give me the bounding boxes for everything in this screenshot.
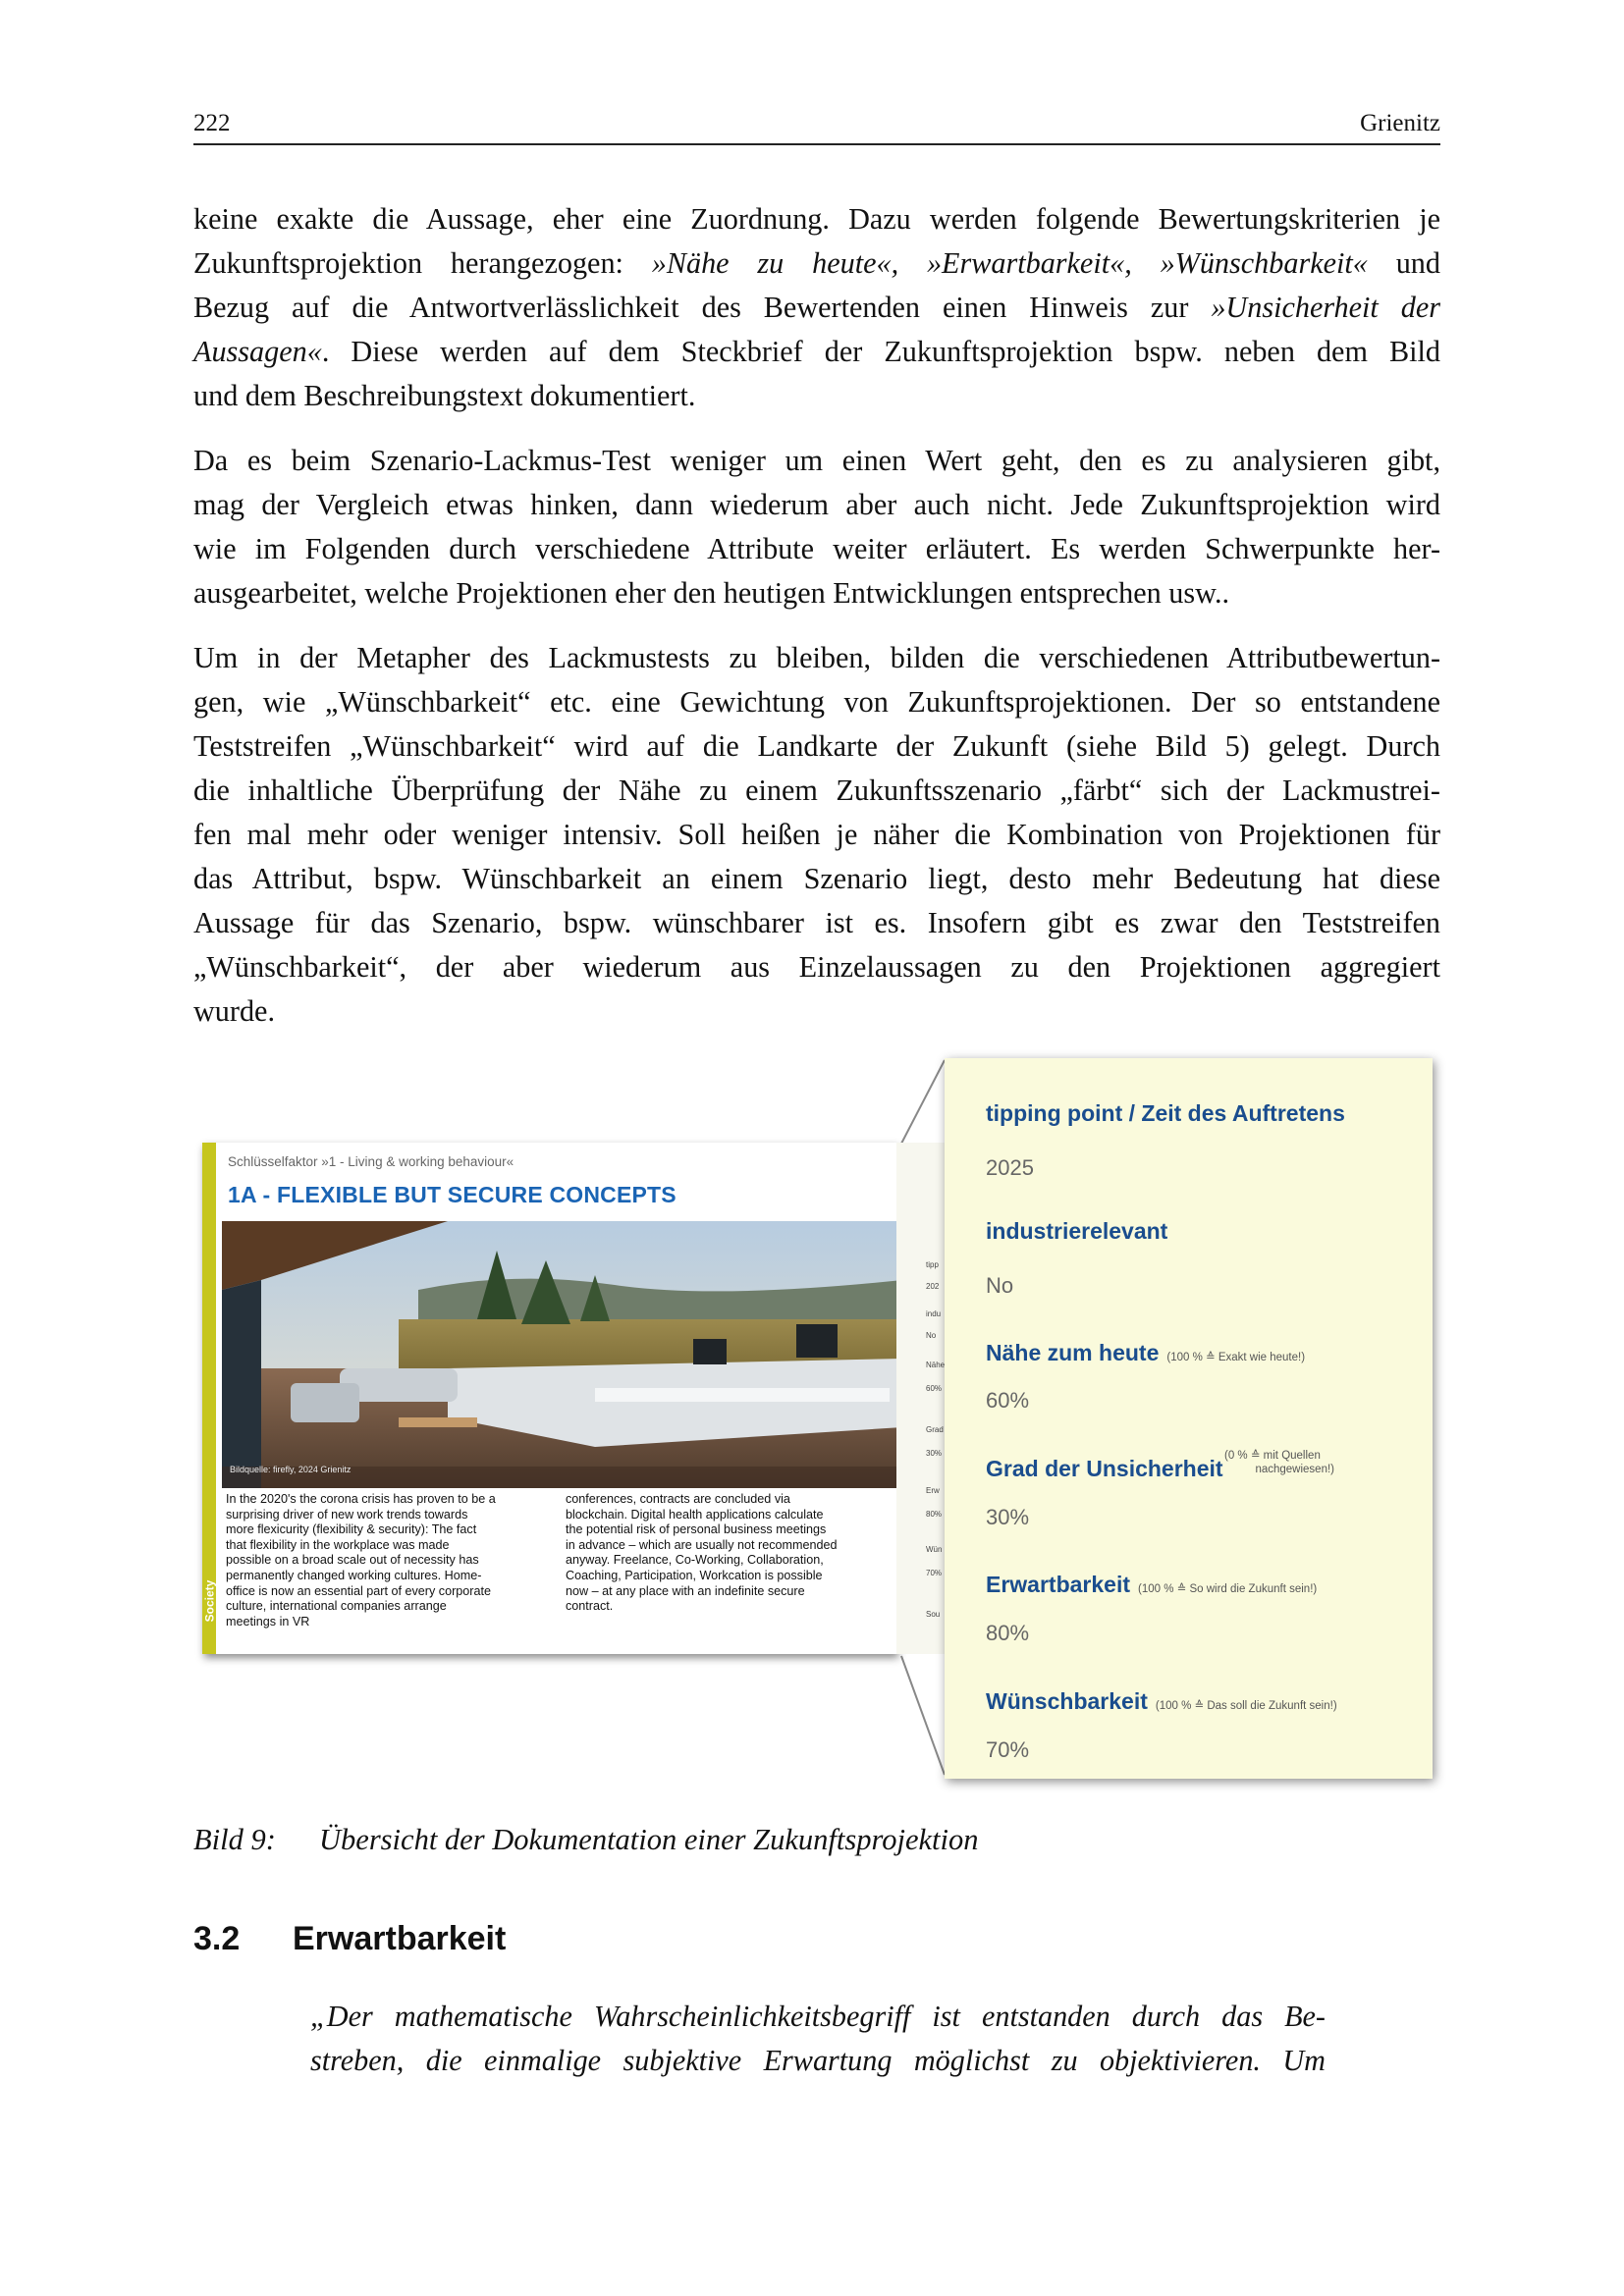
mini-label: Grad [926, 1425, 944, 1434]
category-label: Society [202, 1579, 217, 1623]
text-line: office is now an essential part of every corporate [226, 1583, 491, 1598]
mini-label: Sou [926, 1610, 941, 1619]
text-line: streben, die einmalige subjektive Erwartung möglichst zu objektivieren. Um [310, 2044, 1326, 2077]
mini-label: indu [926, 1309, 942, 1318]
mini-label: Nähe [926, 1361, 946, 1369]
text-line: die inhaltliche Überprüfung der Nähe zu einem Zukunftsszenario „färbt“ sich der Lackmustrei- [193, 774, 1440, 807]
text-line: Da es beim Szenario-Lackmus-Test weniger um einen Wert geht, den es zu analysieren gibt, [193, 444, 1440, 477]
text-line: wurde. [193, 994, 275, 1028]
text-line: possible on a broad scale out of necessity has [226, 1553, 479, 1568]
text-line: Teststreifen „Wünschbarkeit“ wird auf die Landkarte der Zukunft (siehe Bild 5) gelegt. Durch [193, 729, 1440, 763]
grad-note-line: (0 % ≙ mit Quellen [1224, 1450, 1321, 1462]
paragraph-1 [193, 197, 1440, 418]
mini-label: 30% [926, 1449, 943, 1458]
text-line [193, 330, 1440, 374]
text-line: permanently changed working cultures. Home- [226, 1568, 482, 1582]
text-run: und [1367, 246, 1440, 280]
text-line [193, 197, 1440, 241]
text-line: culture, international companies arrange [226, 1599, 447, 1614]
text-line [193, 286, 1440, 330]
mini-label: 70% [926, 1569, 943, 1577]
mini-label: tipp [926, 1260, 939, 1269]
section-number: 3.2 [193, 1920, 241, 1957]
wuensch-label [986, 1688, 1337, 1715]
erwart-note: (100 % ≙ So wird die Zukunft sein!) [1138, 1583, 1318, 1595]
naehe-label [986, 1340, 1305, 1366]
text-line: gen, wie „Wünschbarkeit“ etc. eine Gewichtung von Zukunftsprojektionen. Der so entstandene [193, 685, 1440, 719]
text-line: wie im Folgenden durch verschiedene Attribute weiter erläutert. Es werden Schwerpunkte her- [193, 532, 1440, 565]
text-run-italic: Aussagen« [193, 335, 322, 368]
grad-label: Grad der Unsicherheit [986, 1456, 1223, 1481]
text-line: anyway. Freelance, Co-Working, Collaboration, [566, 1553, 824, 1568]
text-line: ausgearbeitet, welche Projektionen eher den heutigen Entwicklungen entsprechen usw.. [193, 576, 1230, 610]
naehe-label-text: Nähe zum heute [986, 1340, 1160, 1365]
text-run: und dem Beschreibungstext dokumentiert. [193, 379, 696, 412]
wuensch-label-text: Wünschbarkeit [986, 1688, 1148, 1714]
projection-title: 1A - FLEXIBLE BUT SECURE CONCEPTS [228, 1182, 677, 1207]
grad-value: 30% [986, 1505, 1030, 1529]
text-line: fen mal mehr oder weniger intensiv. Soll heißen je näher die Kombination von Projektionen für [193, 818, 1440, 851]
text-line: now – at any place with an indefinite secure [566, 1583, 805, 1598]
wuensch-value: 70% [986, 1737, 1030, 1762]
erwart-value: 80% [986, 1621, 1030, 1645]
industry-relevant-label: industrierelevant [986, 1218, 1168, 1244]
text-line [193, 241, 1440, 286]
text-line: Um in der Metapher des Lackmustests zu bleiben, bilden die verschiedenen Attributbewertun- [193, 641, 1440, 674]
running-head-author: Grienitz [1360, 110, 1440, 136]
keyfactor-label: Schlüsselfaktor »1 - Living & working behaviour« [228, 1154, 514, 1169]
naehe-value: 60% [986, 1388, 1030, 1413]
section-title: Erwartbarkeit [293, 1920, 507, 1957]
erwart-label [986, 1572, 1317, 1598]
erwart-label-text: Erwartbarkeit [986, 1572, 1131, 1597]
mini-label: Erw [926, 1486, 940, 1495]
mini-label: 60% [926, 1384, 943, 1393]
mini-label: Wün [926, 1545, 943, 1554]
category-stripe [202, 1143, 216, 1654]
tipping-point-value: 2025 [986, 1155, 1034, 1180]
text-run: Bezug auf die Antwortverlässlichkeit des Bewertenden einen Hinweis zur [193, 291, 1212, 324]
text-line: in advance – which are usually not recommended [566, 1537, 838, 1552]
caption-text: Übersicht der Dokumentation einer Zukunftsprojektion [319, 1823, 979, 1856]
projection-photo [222, 1221, 896, 1488]
text-line: more flexicurity (flexibility & security): The fact [226, 1522, 477, 1537]
text-line: the potential risk of personal business meetings [566, 1522, 827, 1537]
mini-label: 80% [926, 1510, 943, 1519]
image-credit: Bildquelle: firefly, 2024 Grienitz [230, 1465, 352, 1474]
text-run-italic: »Nähe zu heute«, »Erwartbarkeit«, »Wünschbarkeit« [651, 246, 1368, 280]
projection-card [202, 1143, 896, 1654]
industry-relevant-value: No [986, 1273, 1014, 1298]
caption-label: Bild 9: [193, 1823, 276, 1856]
tipping-point-label: tipping point / Zeit des Auftretens [986, 1100, 1345, 1126]
mini-label: 202 [926, 1282, 940, 1291]
text-line: das Attribut, bspw. Wünschbarkeit an einem Szenario liegt, desto mehr Bedeutung hat diese [193, 862, 1440, 895]
page-number: 222 [193, 110, 231, 136]
figure-caption [193, 1823, 978, 1857]
text-run: . Diese werden auf dem Steckbrief der Zukunftsprojektion bspw. neben dem Bild [321, 335, 1440, 368]
text-run-italic: »Unsicherheit der [1211, 291, 1440, 324]
text-line [193, 374, 1440, 418]
section-heading [193, 1920, 506, 1958]
text-run: keine exakte die Aussage, eher eine Zuordnung. Dazu werden folgende Bewertungskriterien je [193, 202, 1440, 236]
paragraph-2 [193, 439, 1440, 615]
description-column-2 [566, 1492, 896, 1615]
text-line: In the 2020's the corona crisis has proven to be a [226, 1492, 496, 1506]
attribute-panel [945, 1058, 1433, 1779]
block-quote [310, 1995, 1326, 2083]
page-header [193, 110, 1440, 145]
text-line: „Wünschbarkeit“, der aber wiederum aus Einzelaussagen zu den Projektionen aggregiert [193, 950, 1440, 984]
naehe-note: (100 % ≙ Exakt wie heute!) [1166, 1352, 1306, 1363]
text-line: Aussage für das Szenario, bspw. wünschbarer ist es. Insofern gibt es zwar den Teststreifen [193, 906, 1440, 939]
text-line: surprising driver of new work trends towards [226, 1507, 468, 1522]
text-run: Zukunftsprojektion herangezogen: [193, 246, 652, 280]
mini-label: No [926, 1331, 937, 1340]
wuensch-note: (100 % ≙ Das soll die Zukunft sein!) [1155, 1700, 1337, 1712]
text-line: conferences, contracts are concluded via [566, 1492, 790, 1506]
grad-note [1224, 1449, 1334, 1476]
grad-note-line: nachgewiesen!) [1255, 1464, 1334, 1475]
text-line: blockchain. Digital health applications calculate [566, 1507, 824, 1522]
text-line: Coaching, Participation, Workcation is possible [566, 1568, 823, 1582]
text-line: mag der Vergleich etwas hinken, dann wiederum aber auch nicht. Jede Zukunftsprojektion wird [193, 488, 1440, 521]
text-line: meetings in VR [226, 1614, 310, 1629]
text-line: that flexibility in the workplace was made [226, 1537, 450, 1552]
text-line: „Der mathematische Wahrscheinlichkeitsbegriff ist entstanden durch das Be- [310, 2000, 1326, 2033]
paragraph-3 [193, 636, 1440, 1034]
text-line: contract. [566, 1599, 614, 1614]
description-column-1 [226, 1492, 550, 1629]
clipped-attribute-strip [896, 1143, 946, 1654]
